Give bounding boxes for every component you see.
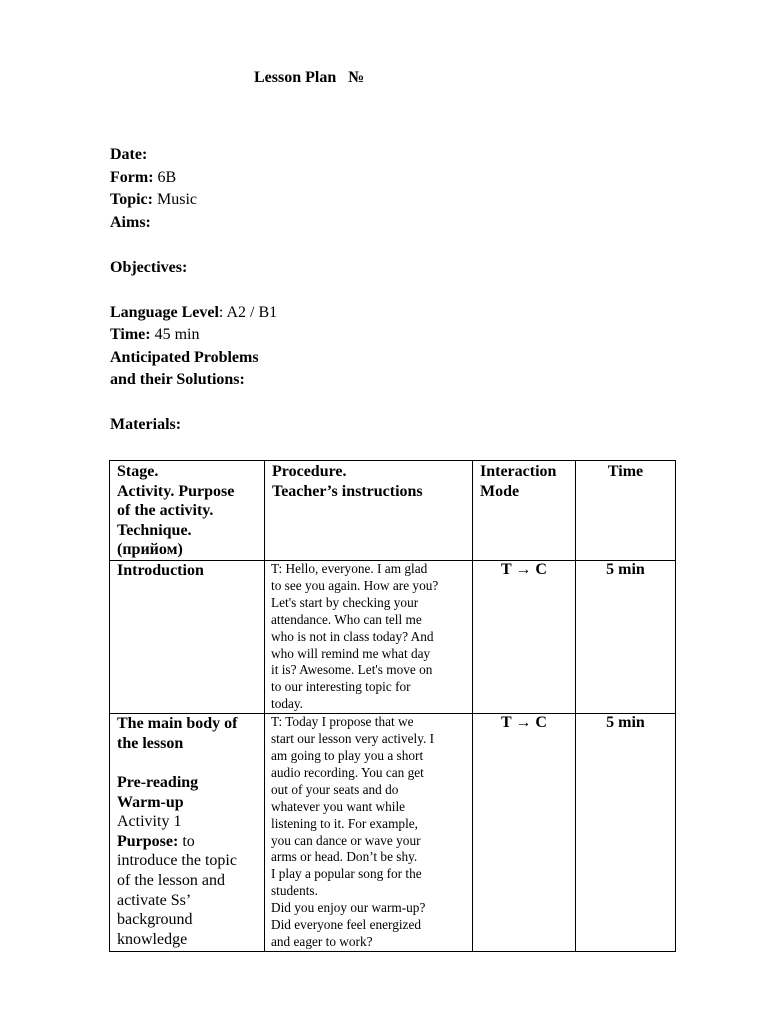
procedure-cell: [265, 561, 473, 714]
header-procedure: [265, 461, 473, 561]
procedure-line: T: Hello, everyone. I am glad: [271, 561, 428, 576]
procedure-line: Did everyone feel energized: [271, 917, 422, 933]
procedure-line: to our interesting topic for: [271, 679, 411, 695]
header-interaction-line: Interaction: [480, 463, 557, 480]
purpose-text-line: background: [117, 911, 193, 929]
language-level-row: [110, 302, 277, 325]
stage-cell: [110, 714, 265, 952]
procedure-line: attendance. Who can tell me: [271, 611, 422, 627]
stage-title-line: The main body of: [117, 715, 238, 733]
header-stage-line: Activity. Purpose: [117, 482, 235, 500]
header-interaction-line: Mode: [480, 482, 520, 500]
time-label: Time:: [110, 326, 151, 343]
table-row: [110, 714, 676, 952]
time-cell: 5 min: [576, 714, 676, 952]
language-level-value: : A2 / B1: [218, 303, 278, 321]
materials-row: [110, 414, 277, 437]
spacer: [110, 234, 277, 257]
topic-value: Music: [152, 191, 197, 208]
procedure-line: whatever you want while: [271, 798, 406, 814]
table-row: [110, 561, 676, 714]
procedure-line: Did you enjoy our warm-up?: [271, 900, 426, 916]
procedure-line: you can dance or wave your: [271, 832, 421, 848]
purpose-text-line: activate Ss’: [117, 891, 192, 909]
header-stage-line: of the activity.: [117, 502, 214, 519]
header-time: Time: [576, 461, 676, 561]
interaction-cell: T → C: [473, 561, 576, 714]
form-value: 6B: [153, 168, 177, 186]
procedure-cell: [265, 714, 473, 952]
aims-row: [110, 212, 277, 235]
header-stage-line: Technique.: [117, 521, 192, 539]
procedure-line: who will remind me what day: [271, 645, 431, 661]
spacer: [110, 392, 277, 415]
procedure-line: listening to it. For example,: [271, 815, 418, 831]
date-label: Date:: [110, 146, 148, 163]
time-cell: 5 min: [576, 561, 676, 714]
form-row: [110, 167, 277, 190]
aims-label: Aims:: [110, 213, 151, 231]
objectives-row: [110, 257, 277, 280]
problems-row-2: [110, 369, 277, 392]
date-row: [110, 144, 277, 167]
header-stage-line: (прийом): [117, 541, 183, 558]
objectives-label: Objectives:: [110, 258, 188, 276]
procedure-line: students.: [271, 883, 318, 899]
form-label: Form:: [110, 168, 154, 186]
activity-label: Activity 1: [117, 813, 182, 831]
procedure-line: I play a popular song for the: [271, 866, 422, 882]
purpose-text-line: knowledge: [117, 930, 188, 948]
materials-label: Materials:: [110, 416, 182, 433]
header-interaction: [473, 461, 576, 561]
procedure-line: am going to play you a short: [271, 747, 424, 763]
document-title: Lesson Plan №: [254, 69, 365, 86]
language-level-label: Language Level: [110, 303, 219, 321]
topic-label: Topic:: [110, 191, 153, 208]
procedure-line: and eager to work?: [271, 933, 373, 949]
topic-row: [110, 189, 277, 212]
stage-sub-heading: Pre-reading: [117, 773, 199, 791]
procedure-line: audio recording. You can get: [271, 764, 424, 780]
stage-title: Introduction: [117, 562, 204, 579]
purpose-label: Purpose:: [117, 832, 179, 850]
purpose-text-line: of the lesson and: [117, 871, 225, 889]
lesson-details: [110, 144, 277, 437]
procedure-line: who is not in class today? And: [271, 628, 434, 644]
procedure-line: T: Today I propose that we: [271, 714, 414, 730]
lesson-plan-table: [109, 460, 676, 952]
spacer: [110, 279, 277, 302]
procedure-line: it is? Awesome. Let's move on: [271, 662, 433, 678]
procedure-line: today.: [271, 696, 304, 712]
spacer: [117, 753, 264, 773]
header-procedure-line: Procedure.: [272, 463, 347, 480]
time-value: 45 min: [150, 326, 200, 343]
purpose-text-line: introduce the topic: [117, 852, 237, 870]
stage-sub-heading: Warm-up: [117, 793, 184, 811]
table-header-row: [110, 461, 676, 561]
problems-label-line2: and their Solutions:: [110, 371, 245, 388]
procedure-line: out of your seats and do: [271, 781, 399, 797]
interaction-cell: T → C: [473, 714, 576, 952]
procedure-line: Let's start by checking your: [271, 594, 419, 610]
header-stage-line: Stage.: [117, 463, 159, 480]
procedure-line: to see you again. How are you?: [271, 577, 439, 593]
stage-title-line: the lesson: [117, 734, 184, 752]
header-stage: [110, 461, 265, 561]
procedure-line: start our lesson very actively. I: [271, 731, 435, 747]
stage-cell: [110, 561, 265, 714]
problems-row: [110, 347, 277, 370]
problems-label-line1: Anticipated Problems: [110, 348, 259, 366]
time-row: [110, 324, 277, 347]
purpose-text: to: [178, 832, 195, 850]
purpose-line: [117, 832, 264, 852]
procedure-line: arms or head. Don’t be shy.: [271, 849, 418, 865]
header-procedure-line: Teacher’s instructions: [272, 482, 423, 500]
